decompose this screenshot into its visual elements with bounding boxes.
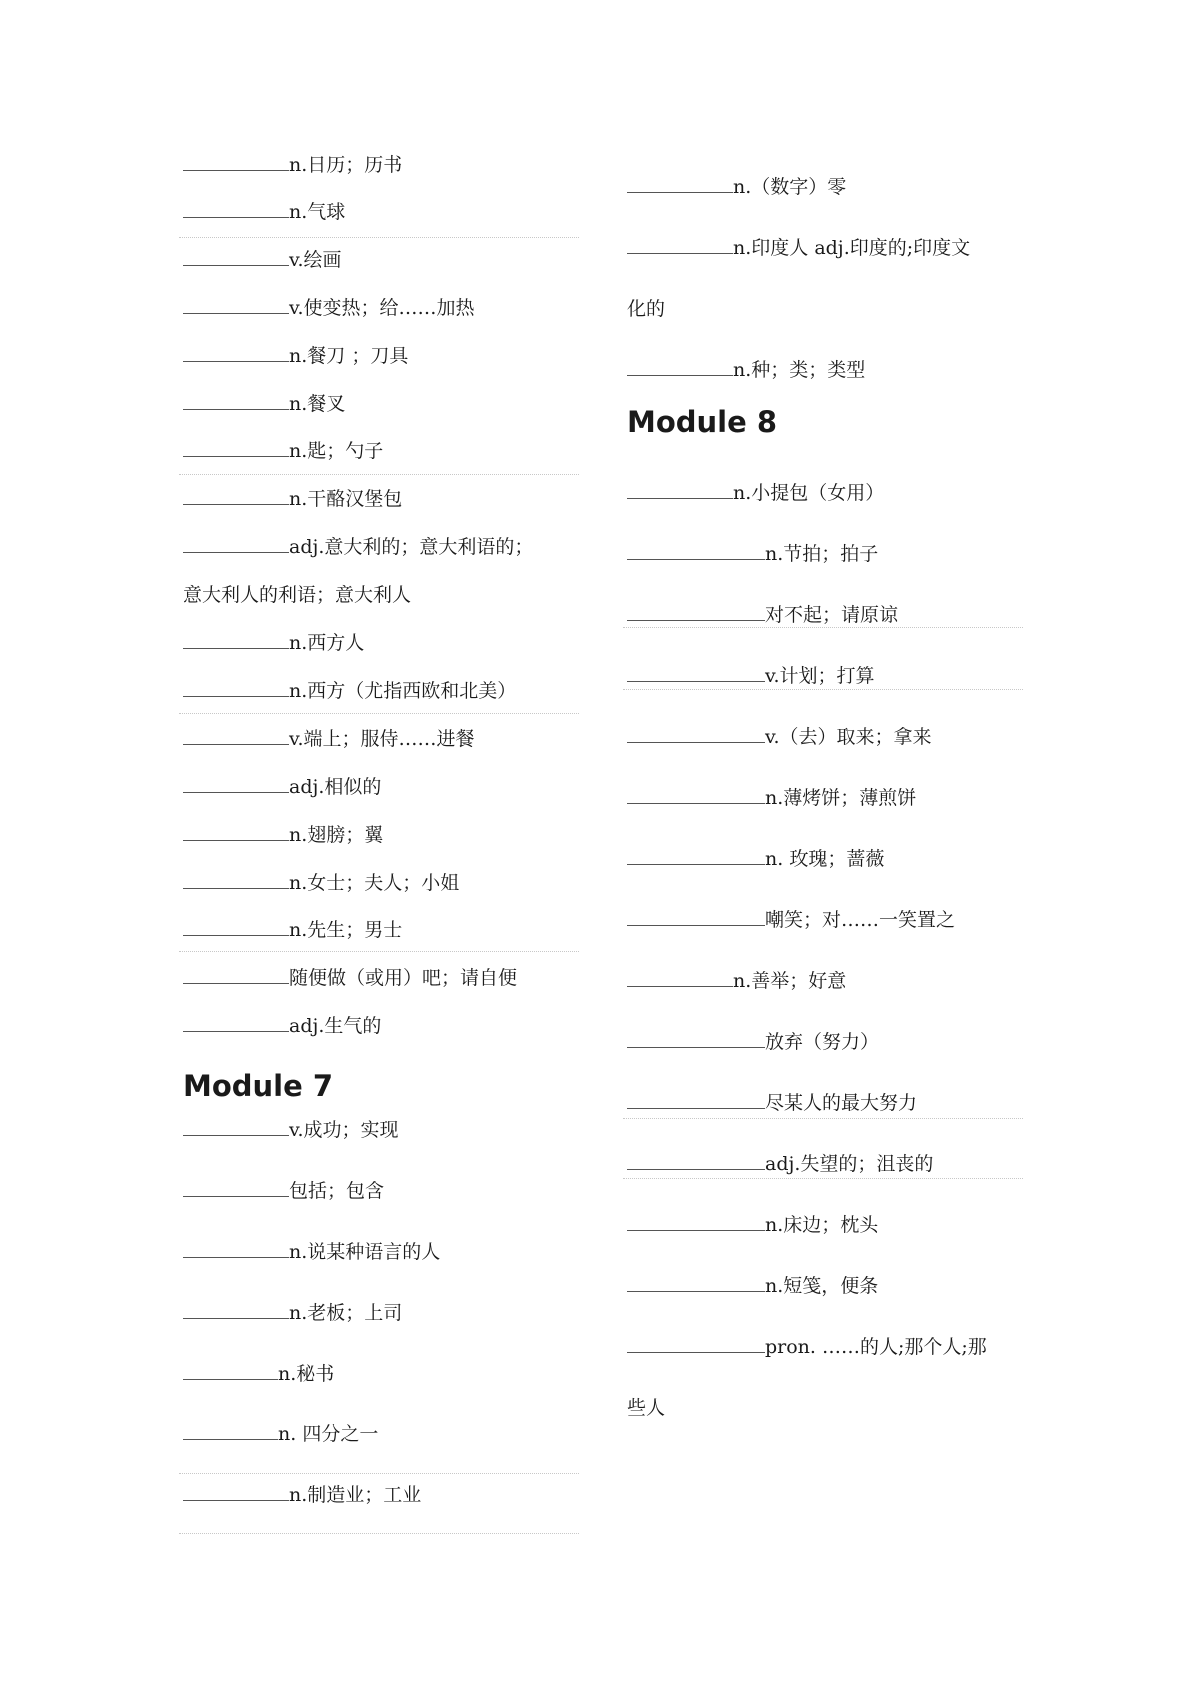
entry-definition: pron. ……的人;那个人;那 [765, 1336, 987, 1358]
entry-definition: n.日历；历书 [289, 154, 403, 176]
entry-definition: 尽某人的最大努力 [765, 1092, 918, 1114]
vocab-entry [183, 153, 402, 177]
answer-blank[interactable] [183, 1121, 289, 1136]
entry-definition: 嘲笑；对……一笑置之 [765, 909, 956, 931]
vocab-entry [183, 1014, 381, 1038]
entry-definition: n.薄烤饼；薄煎饼 [765, 787, 917, 809]
entry-definition: n.床边；枕头 [765, 1214, 879, 1236]
answer-blank[interactable] [183, 1304, 289, 1319]
entry-definition: n.西方（尤指西欧和北美） [289, 680, 517, 702]
module-8-entry [627, 969, 846, 993]
module-8-entry [627, 1274, 878, 1298]
dotted-divider [179, 713, 579, 714]
answer-blank[interactable] [183, 203, 289, 218]
entry-definition: n.制造业；工业 [289, 1484, 422, 1506]
entry-definition: n.小提包（女用） [733, 482, 885, 504]
entry-definition: n.秘书 [278, 1363, 335, 1385]
module-7-entry [183, 1301, 402, 1325]
answer-blank[interactable] [183, 874, 289, 889]
entry-definition: adj.意大利的；意大利语的； [289, 536, 534, 558]
dotted-divider [179, 951, 579, 952]
module-7-entry [183, 1362, 334, 1386]
entry-definition: n.匙；勺子 [289, 440, 384, 462]
module-8-entry [627, 1335, 987, 1359]
answer-blank[interactable] [183, 826, 289, 841]
answer-blank[interactable] [627, 606, 765, 621]
vocab-entry [627, 297, 665, 321]
answer-blank[interactable] [183, 969, 289, 984]
vocab-entry [627, 236, 970, 260]
dotted-divider [179, 1473, 579, 1474]
vocab-entry [183, 344, 408, 368]
vocab-entry [183, 918, 402, 942]
answer-blank[interactable] [627, 1277, 765, 1292]
answer-blank[interactable] [183, 490, 289, 505]
answer-blank[interactable] [627, 667, 765, 682]
vocab-entry [183, 727, 475, 751]
module-7-entry [183, 1483, 421, 1507]
entry-definition: n.种；类；类型 [733, 359, 866, 381]
entry-definition: v.绘画 [289, 249, 342, 271]
answer-blank[interactable] [627, 545, 765, 560]
module-7-entry [183, 1179, 384, 1203]
dotted-divider [179, 237, 579, 238]
answer-blank[interactable] [627, 728, 765, 743]
module-8-entry [627, 542, 878, 566]
answer-blank[interactable] [627, 972, 733, 987]
vocab-entry [183, 775, 381, 799]
entry-definition: n.餐叉 [289, 393, 346, 415]
module-8-entry [627, 786, 916, 810]
module-8-entry [627, 1030, 879, 1054]
vocab-entry [183, 535, 533, 559]
answer-blank[interactable] [183, 156, 289, 171]
entry-definition: n.说某种语言的人 [289, 1241, 441, 1263]
entry-definition: n.西方人 [289, 632, 365, 654]
answer-blank[interactable] [627, 1094, 765, 1109]
module-8-entry [627, 725, 932, 749]
answer-blank[interactable] [183, 251, 289, 266]
vocab-entry [183, 631, 364, 655]
module-7-entry [183, 1422, 378, 1446]
answer-blank[interactable] [627, 1155, 765, 1170]
entry-definition: n.女士；夫人；小姐 [289, 872, 460, 894]
vocab-entry [183, 248, 342, 272]
answer-blank[interactable] [183, 1486, 289, 1501]
module-8-entry [627, 847, 884, 871]
entry-definition: 对不起；请原谅 [765, 604, 899, 626]
vocab-entry [627, 175, 846, 199]
entry-definition: 些人 [627, 1397, 666, 1419]
answer-blank[interactable] [183, 921, 289, 936]
vocab-entry [183, 679, 516, 703]
answer-blank[interactable] [627, 1033, 765, 1048]
entry-definition: v.计划；打算 [765, 665, 875, 687]
vocab-entry [183, 296, 475, 320]
entry-definition: 放弃（努力） [765, 1031, 880, 1053]
module-8-entry [627, 1396, 665, 1420]
vocab-entry [183, 487, 402, 511]
answer-blank[interactable] [627, 1216, 765, 1231]
answer-blank[interactable] [627, 178, 733, 193]
entry-definition: 随便做（或用）吧；请自便 [289, 967, 518, 989]
answer-blank[interactable] [627, 239, 733, 254]
vocab-entry [183, 439, 383, 463]
entry-definition: n.（数字）零 [733, 176, 847, 198]
entry-definition: n.善举；好意 [733, 970, 847, 992]
answer-blank[interactable] [183, 778, 289, 793]
entry-definition: n. 四分之一 [278, 1423, 379, 1445]
entry-definition: n. 玫瑰；蔷薇 [765, 848, 885, 870]
module-7-heading: Module 7 [183, 1069, 334, 1103]
answer-blank[interactable] [183, 538, 289, 553]
dotted-divider [623, 1178, 1023, 1179]
answer-blank[interactable] [183, 395, 289, 410]
entry-definition: n.短笺，便条 [765, 1275, 879, 1297]
answer-blank[interactable] [627, 361, 733, 376]
entry-definition: n.餐刀 ；刀具 [289, 345, 409, 367]
dotted-divider [623, 1118, 1023, 1119]
vocab-entry [183, 823, 383, 847]
module-8-entry [627, 1213, 878, 1237]
module-8-heading: Module 8 [627, 405, 778, 439]
entry-definition: adj.生气的 [289, 1015, 382, 1037]
vocab-entry [183, 871, 459, 895]
entry-definition: v.端上；服侍……进餐 [289, 728, 475, 750]
entry-definition: v.使变热；给……加热 [289, 297, 475, 319]
vocab-entry [183, 583, 411, 607]
dotted-divider [179, 1533, 579, 1534]
answer-blank[interactable] [183, 347, 289, 362]
vocab-entry [183, 200, 345, 224]
entry-definition: adj.失望的；沮丧的 [765, 1153, 934, 1175]
dotted-divider [623, 627, 1023, 628]
answer-blank[interactable] [183, 682, 289, 697]
module-7-entry [183, 1240, 440, 1264]
module-8-entry [627, 1091, 917, 1115]
entry-definition: 意大利人的利语；意大利人 [183, 584, 412, 606]
entry-definition: 化的 [627, 298, 666, 320]
vocab-entry [183, 966, 517, 990]
module-8-entry [627, 481, 884, 505]
module-8-entry [627, 908, 955, 932]
answer-blank[interactable] [627, 1338, 765, 1353]
entry-definition: n.气球 [289, 201, 346, 223]
entry-definition: v.（去）取来；拿来 [765, 726, 932, 748]
answer-blank[interactable] [183, 299, 289, 314]
entry-definition: n.老板；上司 [289, 1302, 403, 1324]
vocab-entry [183, 392, 345, 416]
entry-definition: n.印度人 adj.印度的;印度文 [733, 237, 971, 259]
answer-blank[interactable] [627, 850, 765, 865]
vocab-entry [627, 358, 865, 382]
entry-definition: n.节拍；拍子 [765, 543, 879, 565]
answer-blank[interactable] [627, 789, 765, 804]
answer-blank[interactable] [183, 634, 289, 649]
entry-definition: 包括；包含 [289, 1180, 385, 1202]
entry-definition: n.翅膀；翼 [289, 824, 384, 846]
answer-blank[interactable] [183, 730, 289, 745]
entry-definition: n.干酪汉堡包 [289, 488, 403, 510]
entry-definition: adj.相似的 [289, 776, 382, 798]
dotted-divider [179, 474, 579, 475]
entry-definition: n.先生；男士 [289, 919, 403, 941]
answer-blank[interactable] [627, 911, 765, 926]
entry-definition: v.成功；实现 [289, 1119, 399, 1141]
answer-blank[interactable] [183, 442, 289, 457]
answer-blank[interactable] [183, 1182, 289, 1197]
answer-blank[interactable] [183, 1243, 289, 1258]
module-7-entry [183, 1118, 399, 1142]
dotted-divider [623, 689, 1023, 690]
answer-blank[interactable] [183, 1365, 278, 1380]
module-8-entry [627, 603, 898, 627]
answer-blank[interactable] [183, 1425, 278, 1440]
module-8-entry [627, 664, 875, 688]
answer-blank[interactable] [183, 1017, 289, 1032]
module-8-entry [627, 1152, 933, 1176]
answer-blank[interactable] [627, 484, 733, 499]
